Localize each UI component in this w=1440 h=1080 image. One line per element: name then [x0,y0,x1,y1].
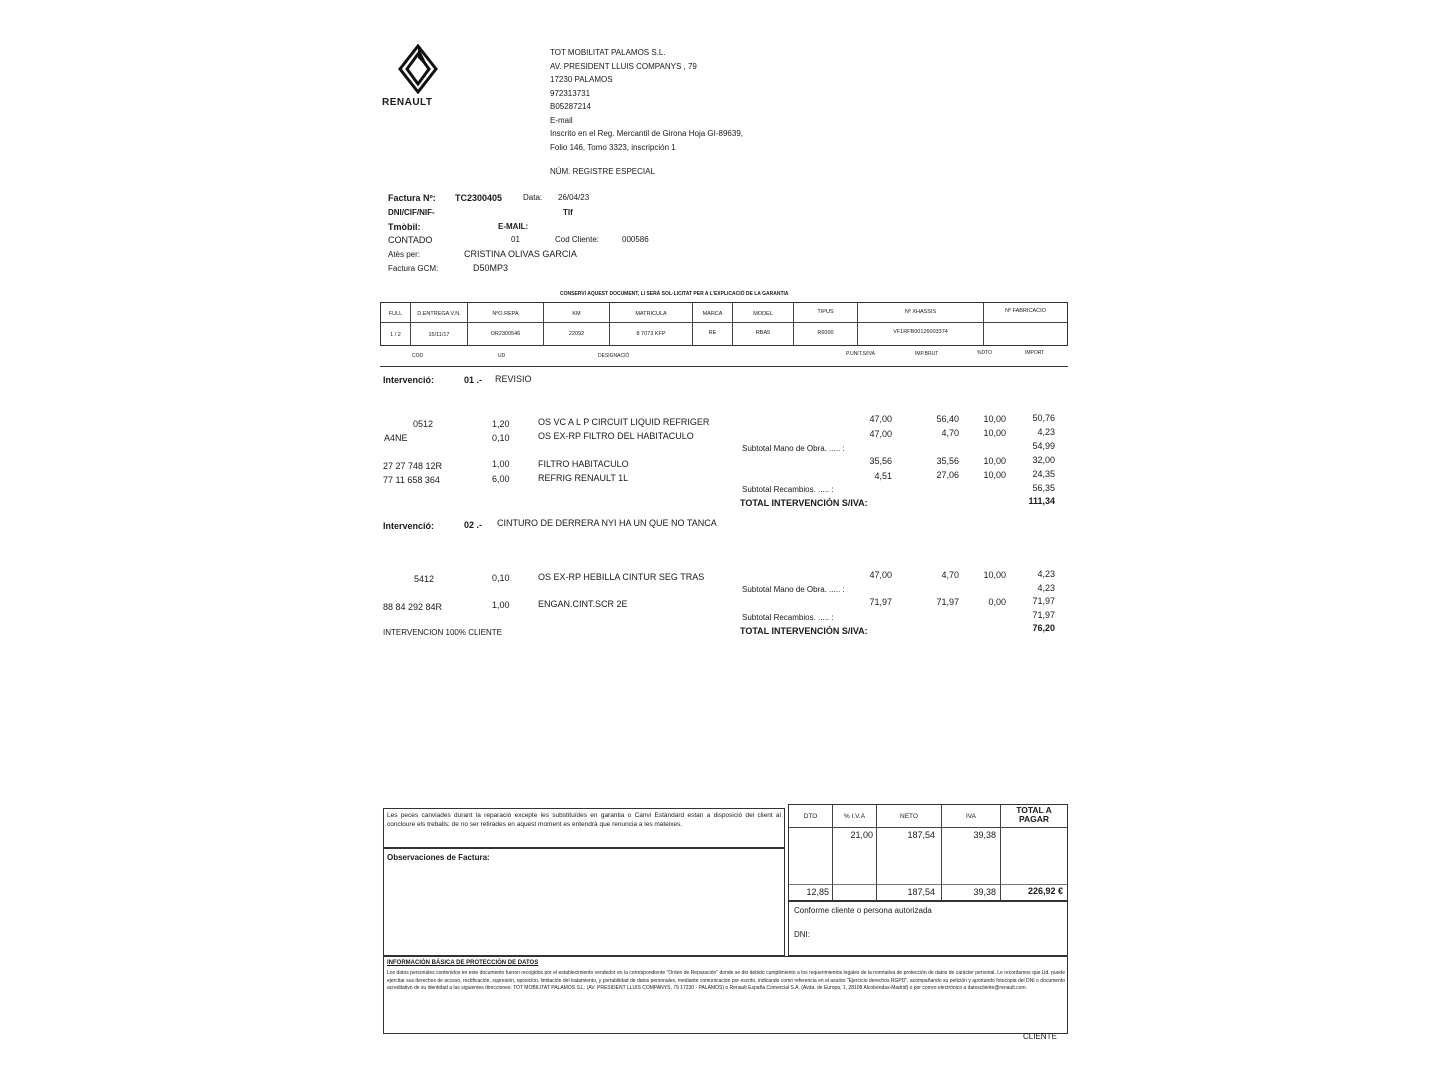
gcm-label: Factura GCM: [388,264,439,273]
intervention-2-label: Intervenció: [383,521,435,531]
privacy-text: Los datos personales contenidos en este documento fueron recogidos por el establecimiento vendedor en la correspondiente "Orden de Reparación" donde se dio debido cumplimiento a los requerimientos legales de la normativa de protección de datos de carácter personal. Le recordamos que Ud. puede ejercitar sus derechos de acceso, rectificación, supresión, oposición, limitación del tratamiento, y portabilidad de datos personales, mediante comunicación por escrito, indicando como referencia en el asunto "Ejercicio derechos RGPD", acompañando su petición y aportando fotocopia del DNI o documento acreditativo de su identidad a las siguientes direcciones: TOT MOBILITAT PALAMOS S.L. (AV. PRESIDENT LLUIS COMPANYS, 79 17230 - PALAMOS) o Renault España Comercial S.A. (Avda. de Europa, 1, 28108 Alcobendas-Madrid) o por correo electrónico a datoscliente@renault.com. [387,970,1065,991]
vehicle-header-cell: MODEL [753,311,773,317]
item-desc: OS EX-RP HEBILLA CINTUR SEG TRAS [538,572,705,582]
vehicle-header-cell: FULL [388,311,403,317]
col-header-impbrut: IMP.BRUT [915,351,939,357]
registre-especial: NÚM. REGISTRE ESPECIAL [550,167,655,176]
item-unit: 47,00 [869,414,892,424]
privacy-box [383,956,1068,1034]
copy-label: CLIENTE [1023,1032,1057,1041]
totals-header-neto: NETO [900,813,918,820]
item-desc: REFRIG RENAULT 1L [538,473,629,483]
date-value: 26/04/23 [558,193,590,202]
col-header-punit: P.UNIT.S/IVA [846,351,875,357]
item-brut: 71,97 [936,597,959,607]
col-header-import: IMPORT [1025,350,1045,356]
col-header-designacio: DESIGNACIÓ [598,353,630,359]
item-dto: 10,00 [983,428,1006,438]
total-intervention-label: TOTAL INTERVENCIÓN S/IVA: [740,626,868,636]
total-intervention-value: 111,34 [1028,496,1055,506]
item-unit: 35,56 [869,456,892,466]
total-a-pagar-value: 226,92 € [1027,886,1063,896]
company-line: E-mail [550,115,573,125]
vehicle-table [380,302,1068,346]
subtotal-mano-value: 54,99 [1032,441,1055,451]
intervention-2-number: 02 .- [464,520,483,530]
company-line: B05287214 [550,102,591,111]
totals-header-total: TOTAL A PAGAR [1016,806,1052,824]
vehicle-value-cell: 1 / 2 [390,332,401,338]
item-dto: 10,00 [983,456,1006,466]
cod-cliente-label: Cod Cliente: [555,235,600,244]
item-import: 4,23 [1037,569,1055,579]
iva-neto-value: 187,54 [907,830,935,840]
item-code: 5412 [414,574,435,584]
item-brut: 56,40 [936,414,959,424]
company-line: Inscrito en el Reg. Mercantil de Girona Hoja GI-89639, [550,129,743,138]
item-unit: 4,51 [874,471,892,481]
conforme-label: Conforme cliente o persona autorizada [794,906,932,915]
final-iva-value: 39,38 [973,887,996,897]
item-qty: 0,10 [492,573,510,583]
dni-signature-label: DNI: [794,930,810,939]
pieces-notice-box [383,808,785,848]
iva-pct-value: 21,00 [850,830,873,840]
intervention-2-title: CINTURO DE DERRERA NYI HA UN QUE NO TANCA [497,518,717,528]
vehicle-value-cell: VF1RFB00126003374 [893,329,948,335]
item-dto: 0,00 [988,597,1006,607]
factura-label: Factura Nº: [388,193,436,203]
item-import: 32,00 [1032,455,1055,465]
item-headers-row [380,346,1068,367]
final-neto-value: 187,54 [907,887,935,897]
signature-box [788,901,1068,956]
item-dto: 10,00 [983,470,1006,480]
subtotal-mano-label: Subtotal Mano de Obra. ..... : [742,585,845,594]
item-desc: OS VC A L P CIRCUIT LIQUID REFRIGER [538,417,710,427]
item-code: 77 11 658 364 [383,475,440,485]
renault-logo [396,44,440,96]
total-intervention-value: 76,20 [1032,623,1055,633]
item-qty: 1,00 [492,600,510,610]
subtotal-recambios-value: 56,35 [1032,483,1055,493]
item-code: 88 84 292 84R [383,602,443,612]
col-header-cod: COD [412,353,424,359]
vehicle-value-cell: 15/11/17 [428,332,450,338]
observaciones-label: Observaciones de Factura: [387,853,490,862]
vehicle-header-cell: MATRICULA [635,311,667,317]
item-qty: 6,00 [492,474,510,484]
intervention-1-label: Intervenció: [383,375,435,385]
subtotal-mano-value: 4,23 [1037,583,1055,593]
company-line: 972313731 [550,88,591,98]
col-header-dto: %DTO [977,350,992,356]
totals-header-iva: IVA [966,813,976,820]
ates-value: CRISTINA OLIVAS GARCIA [464,249,577,259]
subtotal-mano-label: Subtotal Mano de Obra. ..... : [742,444,845,453]
item-import: 24,35 [1032,469,1055,479]
item-qty: 0,10 [492,433,510,443]
cod-cliente-value: 000586 [622,235,649,244]
item-import: 4,23 [1037,427,1055,437]
subtotal-recambios-label: Subtotal Recambios. ..... : [742,485,834,494]
item-unit: 47,00 [869,429,892,439]
intervention-footnote: INTERVENCION 100% CLIENTE [383,628,502,637]
item-brut: 27,06 [936,470,959,480]
factura-number: TC2300405 [455,193,503,203]
gcm-value: D50MP3 [473,263,509,273]
ates-label: Atès per: [388,250,421,259]
item-qty: 1,20 [492,419,510,429]
item-code: 0512 [413,419,434,429]
subtotal-recambios-value: 71,97 [1032,610,1055,620]
company-line: TOT MOBILITAT PALAMOS S.L. [550,48,666,57]
totals-table [788,804,1068,901]
item-code: 27 27 748 12R [383,461,443,471]
vehicle-value-cell: RE [708,330,717,336]
brand-name: RENAULT [382,97,433,108]
vehicle-value-cell: R6000 [817,330,834,336]
item-brut: 4,70 [941,428,959,438]
vehicle-header-cell: NºO.REPA [492,311,519,317]
item-desc: ENGAN.CINT.SCR 2E [538,599,628,609]
item-desc: OS EX-RP FILTRO DEL HABITACULO [538,431,694,441]
vehicle-value-cell: 22092 [568,331,585,337]
item-unit: 71,97 [869,597,892,607]
contado-code: 01 [511,235,520,244]
mobil-label: Tmòbil: [388,222,421,232]
privacy-title: INFORMACIÓN BÁSICA DE PROTECCIÓN DE DATOS [387,960,539,966]
dni-label: DNI/CIF/NIF- [388,208,435,217]
vehicle-header-cell: TIPUS [817,309,834,315]
totals-header-dto: DTO [803,813,818,820]
contado-label: CONTADO [388,235,433,245]
vehicle-header-cell: D.ENTREGA V.N. [417,311,461,317]
item-dto: 10,00 [983,570,1006,580]
vehicle-header-cell: KM [572,311,581,317]
item-import: 50,76 [1032,413,1055,423]
date-label: Data: [523,193,543,202]
vehicle-value-cell: 8 7073 KFP [636,331,666,337]
email-label: E-MAIL: [498,222,529,231]
warranty-note: CONSERVI AQUEST DOCUMENT, LI SERÀ SOL·LICITAT PER A L'EXPLICACIÓ DE LA GARANTIA [560,291,789,297]
company-line: Folio 146, Tomo 3323, inscripción 1 [550,142,676,152]
pieces-notice: Les peces canviades durant la reparació excepte les substituïdes en garantia o Canvi Estàndard estan a disposició del client al concloure els treballs; de no ser retirades en aquest moment es entendrà que renuncia a les mateixes. [387,812,781,828]
item-brut: 4,70 [941,570,959,580]
total-intervention-label: TOTAL INTERVENCIÓN S/IVA: [740,498,868,508]
company-line: AV. PRESIDENT LLUIS COMPANYS , 79 [550,61,697,71]
item-dto: 10,00 [983,414,1006,424]
intervention-1-title: REVISIO [495,374,532,384]
renault-diamond-logo-icon [396,44,440,94]
observaciones-box [383,848,785,956]
item-qty: 1,00 [492,459,510,469]
vehicle-header-cell: Nº FABRICACIÓ [1005,308,1046,314]
item-code: A4NE [384,433,408,443]
vehicle-value-cell: OR2300546 [490,331,521,337]
final-dto-value: 12,85 [806,887,829,897]
company-block [550,48,743,156]
col-header-ud: UD [498,353,506,359]
iva-amount-value: 39,38 [973,830,996,840]
item-brut: 35,56 [936,456,959,466]
item-import: 71,97 [1032,596,1055,606]
subtotal-recambios-label: Subtotal Recambios. ..... : [742,613,834,622]
totals-header-iva-pct: % I.V.A [843,813,866,820]
company-line: 17230 PALAMOS [550,75,613,84]
vehicle-header-cell: MARCA [702,311,723,317]
intervention-1-number: 01 .- [464,375,483,385]
vehicle-header-cell: Nº XHASSIS [904,309,937,315]
item-desc: FILTRO HABITACULO [538,459,629,469]
vehicle-value-cell: RBA5 [755,330,771,336]
tlf-label: Tlf [563,208,573,217]
item-unit: 47,00 [869,570,892,580]
